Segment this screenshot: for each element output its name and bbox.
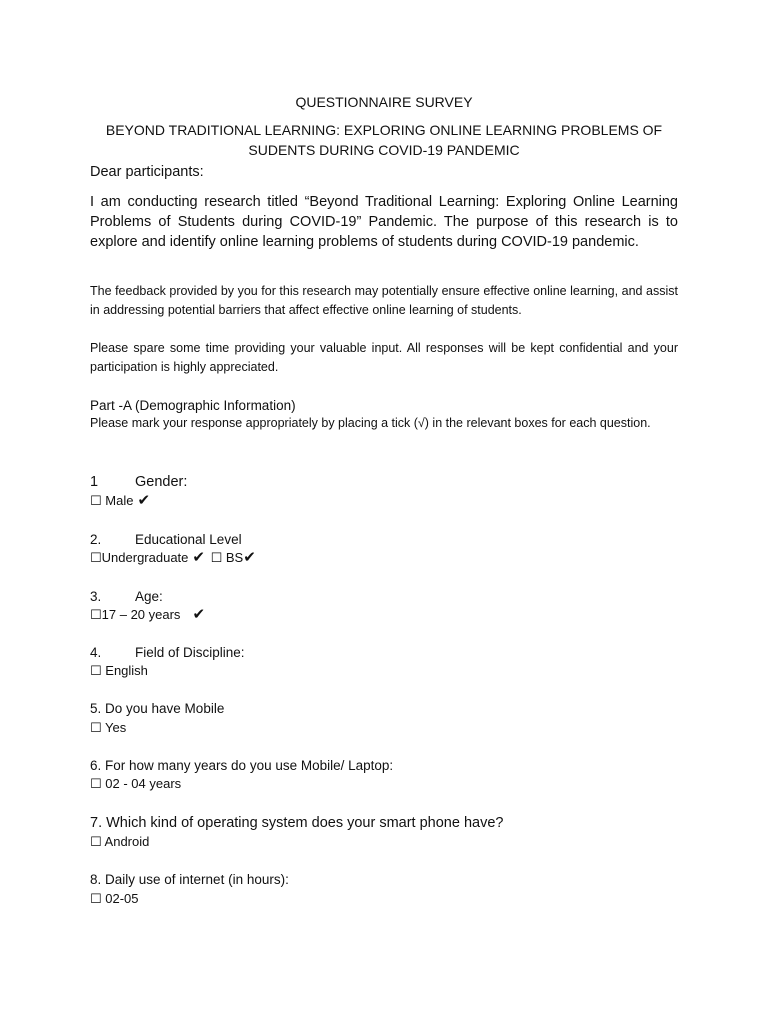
question-8-option (90, 890, 678, 908)
option-label: Male (101, 493, 134, 508)
part-a-heading: Part -A (Demographic Information) (90, 398, 296, 413)
question-6 (90, 757, 678, 775)
question-3-number: 3. (90, 589, 102, 604)
question-3 (90, 588, 678, 606)
question-6-option (90, 775, 678, 793)
question-2 (90, 531, 678, 549)
intro-p1-quote: “Beyond Traditional Learning: Exploring Online Learning Problems of Students during COVID-19” Pandemic. (90, 194, 678, 230)
question-5-option (90, 719, 678, 737)
question-1-number: 1 (90, 474, 99, 490)
option-label: English (101, 663, 148, 678)
question-1 (90, 473, 678, 491)
option-label: 02-05 (101, 891, 139, 906)
document-title: QUESTIONNAIRE SURVEY (295, 94, 473, 110)
intro-paragraph-3: Please spare some time providing your valuable input. All responses will be kept confidential and your participation is highly appreciated. (90, 341, 678, 374)
option-label: 17 – 20 years (101, 607, 181, 622)
question-7-number: 7. (90, 815, 103, 831)
option-label: BS (222, 550, 244, 565)
option-label: Undergraduate (101, 550, 189, 565)
checkmark-icon: ✔ (192, 549, 205, 566)
question-7-option (90, 833, 678, 851)
question-2-option (90, 549, 678, 567)
intro-paragraph-1 (90, 192, 678, 252)
question-3-option (90, 606, 678, 624)
option-label: Yes (101, 720, 127, 735)
checkmark-icon: ✔ (192, 606, 206, 623)
question-5 (90, 700, 678, 718)
checkbox-icon[interactable]: ☐ (90, 607, 102, 622)
option-label: Android (101, 834, 150, 849)
checkbox-icon[interactable]: ☐ (90, 776, 102, 791)
question-3-label: Age: (135, 589, 163, 604)
checkbox-icon[interactable]: ☐ (90, 834, 102, 849)
checkbox-icon[interactable]: ☐ (90, 720, 102, 735)
question-4-number: 4. (90, 645, 102, 660)
checkbox-icon[interactable]: ☐ (90, 891, 102, 906)
intro-paragraph-2: The feedback provided by you for this research may potentially ensure effective online learning, and assist in addressing potential barriers that affect effective online learning of students. (90, 284, 678, 317)
question-2-number: 2. (90, 532, 102, 547)
part-a-instruction: Please mark your response appropriately by placing a tick (√) in the relevant boxes for each question. (90, 416, 651, 430)
checkbox-icon[interactable]: ☐ (90, 550, 102, 565)
question-4-label: Field of Discipline: (135, 645, 245, 660)
intro-p1-start: I am conducting research titled (90, 194, 305, 210)
checkbox-icon[interactable]: ☐ (210, 550, 223, 565)
checkbox-icon[interactable]: ☐ (90, 493, 102, 508)
checkbox-icon[interactable]: ☐ (90, 663, 102, 678)
greeting: Dear participants: (90, 164, 204, 180)
question-4-option (90, 662, 678, 680)
question-1-label: Gender: (135, 474, 188, 490)
question-8 (90, 871, 678, 889)
question-6-label: 6. For how many years do you use Mobile/ Laptop: (90, 758, 394, 773)
question-4 (90, 644, 678, 662)
intro-p1-end: The purpose of this research is to explore and identify online learning problems of students during COVID-19 pandemic. (90, 214, 678, 250)
checkmark-icon: ✔ (137, 492, 151, 509)
document-subtitle: BEYOND TRADITIONAL LEARNING: EXPLORING ONLINE LEARNING PROBLEMS OF SUDENTS DURING COVID-19 PANDEMIC (105, 122, 663, 158)
option-label: 02 - 04 years (101, 776, 182, 791)
checkmark-icon: ✔ (243, 549, 256, 566)
question-7 (90, 814, 678, 832)
question-7-label: Which kind of operating system does your smart phone have? (102, 815, 504, 831)
question-5-label: 5. Do you have Mobile (90, 701, 225, 716)
question-1-option (90, 492, 678, 510)
question-8-label: 8. Daily use of internet (in hours): (90, 872, 289, 887)
question-2-label: Educational Level (135, 532, 242, 547)
